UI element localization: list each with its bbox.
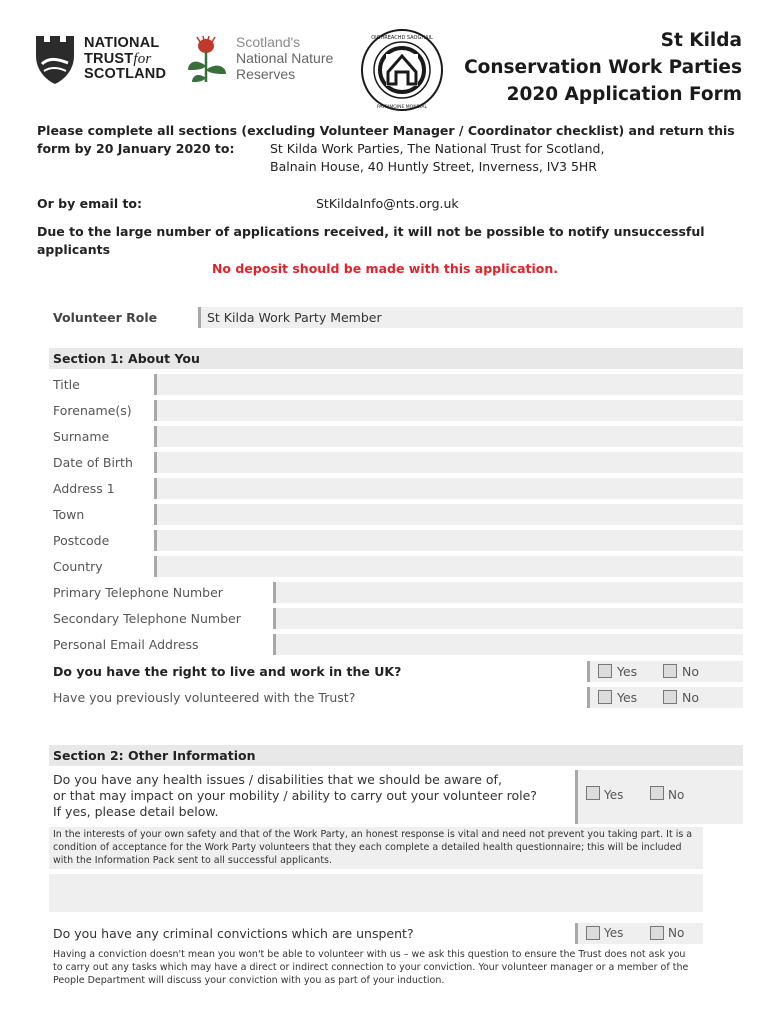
- field-label: Primary Telephone Number: [53, 585, 223, 600]
- email-address[interactable]: StKildaInfo@nts.org.uk: [316, 196, 459, 211]
- field-label: Secondary Telephone Number: [53, 611, 241, 626]
- no-label: No: [682, 690, 699, 705]
- health-question-line3: If yes, please detail below.: [53, 804, 219, 819]
- surname-input[interactable]: [154, 426, 743, 447]
- health-no-checkbox[interactable]: [650, 786, 664, 800]
- title-input[interactable]: [154, 374, 743, 395]
- criminal-no-checkbox[interactable]: [650, 926, 664, 940]
- field-label: Personal Email Address: [53, 637, 199, 652]
- field-row-postcode: [49, 530, 743, 552]
- volunteer-role-field[interactable]: [198, 307, 743, 328]
- title-line3: 2020 Application Form: [506, 84, 742, 105]
- address-input[interactable]: [154, 478, 743, 499]
- field-row-title: [49, 374, 743, 396]
- field-label: Date of Birth: [53, 455, 133, 470]
- deposit-warning: No deposit should be made with this application.: [211, 261, 559, 276]
- field-label: Forename(s): [53, 403, 132, 418]
- town-input[interactable]: [154, 504, 743, 525]
- health-note-box: [49, 827, 703, 869]
- field-label: Country: [53, 559, 103, 574]
- field-row-town: [49, 504, 743, 526]
- email-label: Or by email to:: [37, 196, 143, 211]
- field-row-address: [49, 478, 743, 500]
- yes-label: Yes: [617, 690, 638, 705]
- health-question-line2: or that may impact on your mobility / ability to carry out your volunteer role?: [53, 788, 537, 803]
- title-line2: Conservation Work Parties: [464, 57, 742, 78]
- field-label: Postcode: [53, 533, 110, 548]
- health-note-line3: with the Information Pack sent to all successful applicants.: [53, 855, 333, 866]
- field-label: Town: [53, 507, 85, 522]
- instructions-line1: Please complete all sections (excluding Volunteer Manager / Coordinator checklist) and return this: [37, 123, 735, 138]
- field-row-forename: [49, 400, 743, 422]
- dob-input[interactable]: [154, 452, 743, 473]
- yes-label: Yes: [604, 926, 624, 940]
- health-note-line2: condition of acceptance for the Work Party volunteers that they each complete a detailed health questionnaire; this will be included: [53, 842, 682, 853]
- criminal-question: Do you have any criminal convictions which are unspent?: [53, 926, 414, 941]
- field-row-country: [49, 556, 743, 578]
- criminal-note-line3: People Department will discuss your conviction with you as part of your induction.: [53, 975, 445, 986]
- world-heritage-logo: [360, 28, 444, 112]
- right-to-work-yes-checkbox[interactable]: [598, 664, 612, 678]
- section2-header: [49, 745, 743, 766]
- previous-volunteer-row: [49, 687, 743, 709]
- nts-line1: NATIONAL: [84, 35, 160, 51]
- no-label: No: [682, 664, 699, 679]
- snnr-line1: Scotland's: [236, 34, 301, 50]
- right-to-work-row: [49, 661, 743, 683]
- health-question-line1: Do you have any health issues / disabilities that we should be aware of,: [53, 772, 502, 787]
- right-to-work-options: [587, 661, 743, 682]
- nts-line2a: TRUST: [84, 50, 134, 67]
- yes-label: Yes: [604, 788, 624, 802]
- volunteer-role-label: Volunteer Role: [53, 310, 158, 325]
- previous-volunteer-yes-checkbox[interactable]: [598, 690, 612, 704]
- criminal-note-line2: to carry out any tasks which may have a direct or indirect connection to your conviction. Your volunteer manager or a member of the: [53, 962, 689, 973]
- previous-volunteer-question: Have you previously volunteered with the Trust?: [53, 690, 356, 705]
- secondary-phone-input[interactable]: [273, 608, 743, 629]
- postcode-input[interactable]: [154, 530, 743, 551]
- section1-header: [49, 348, 743, 369]
- country-input[interactable]: [154, 556, 743, 577]
- world-heritage-emblem-icon: [360, 28, 444, 112]
- intro: [37, 122, 747, 257]
- field-label: Surname: [53, 429, 110, 444]
- instructions-line2: form by 20 January 2020 to:: [37, 141, 235, 156]
- previous-volunteer-options: [587, 687, 743, 708]
- snnr-line2: National Nature: [236, 50, 334, 66]
- nts-shield-icon: [34, 34, 76, 86]
- health-options: [575, 770, 743, 824]
- yes-label: Yes: [617, 664, 638, 679]
- right-to-work-no-checkbox[interactable]: [663, 664, 677, 678]
- address-line1: St Kilda Work Parties, The National Trust for Scotland,: [270, 141, 605, 156]
- form-title: [464, 27, 742, 108]
- field-row-dob: [49, 452, 743, 474]
- criminal-note-box: [49, 947, 703, 989]
- field-label: Address 1: [53, 481, 115, 496]
- field-row-email: [49, 634, 743, 656]
- title-line1: St Kilda: [660, 30, 742, 51]
- health-question-block: [49, 770, 743, 826]
- criminal-options: [575, 923, 703, 944]
- address-line2: Balnain House, 40 Huntly Street, Inverness, IV3 5HR: [270, 159, 597, 174]
- right-to-work-question: Do you have the right to live and work in the UK?: [53, 664, 402, 679]
- nts-logo: [34, 34, 174, 86]
- snnr-line3: Reserves: [236, 66, 296, 82]
- volunteer-role-row: [49, 307, 743, 329]
- no-label: No: [668, 926, 685, 940]
- no-label: No: [668, 788, 685, 802]
- primary-phone-input[interactable]: [273, 582, 743, 603]
- field-row-surname: [49, 426, 743, 448]
- criminal-row: [49, 923, 703, 945]
- field-label: Title: [53, 377, 80, 392]
- volunteer-role-value: St Kilda Work Party Member: [207, 310, 382, 325]
- email-input[interactable]: [273, 634, 743, 655]
- criminal-yes-checkbox[interactable]: [586, 926, 600, 940]
- previous-volunteer-no-checkbox[interactable]: [663, 690, 677, 704]
- nts-line3: SCOTLAND: [84, 66, 167, 82]
- snnr-logo: [186, 30, 352, 90]
- health-note-line1: In the interests of your own safety and that of the Work Party, an honest response is vital and need not prevent you taking part. It is a: [53, 829, 693, 840]
- health-details-input[interactable]: [49, 874, 703, 912]
- criminal-note-line1: Having a conviction doesn't mean you won't be able to volunteer with us – we ask this question to ensure the Trust does not ask you: [53, 949, 686, 960]
- section1-title: Section 1: About You: [53, 351, 200, 366]
- field-row-secondary-phone: [49, 608, 743, 630]
- thistle-icon: [186, 36, 230, 86]
- health-yes-checkbox[interactable]: [586, 786, 600, 800]
- nts-line2b: for: [133, 50, 152, 67]
- field-row-primary-phone: [49, 582, 743, 604]
- svg-text:OIGHREACHD SAOGHAIL: OIGHREACHD SAOGHAIL: [371, 35, 433, 41]
- svg-text:PATRIMOINE MONDIAL: PATRIMOINE MONDIAL: [377, 105, 427, 110]
- section2-title: Section 2: Other Information: [53, 748, 256, 763]
- forename-input[interactable]: [154, 400, 743, 421]
- notice: Due to the large number of applications received, it will not be possible to notify unsuccessful applicants: [37, 224, 705, 257]
